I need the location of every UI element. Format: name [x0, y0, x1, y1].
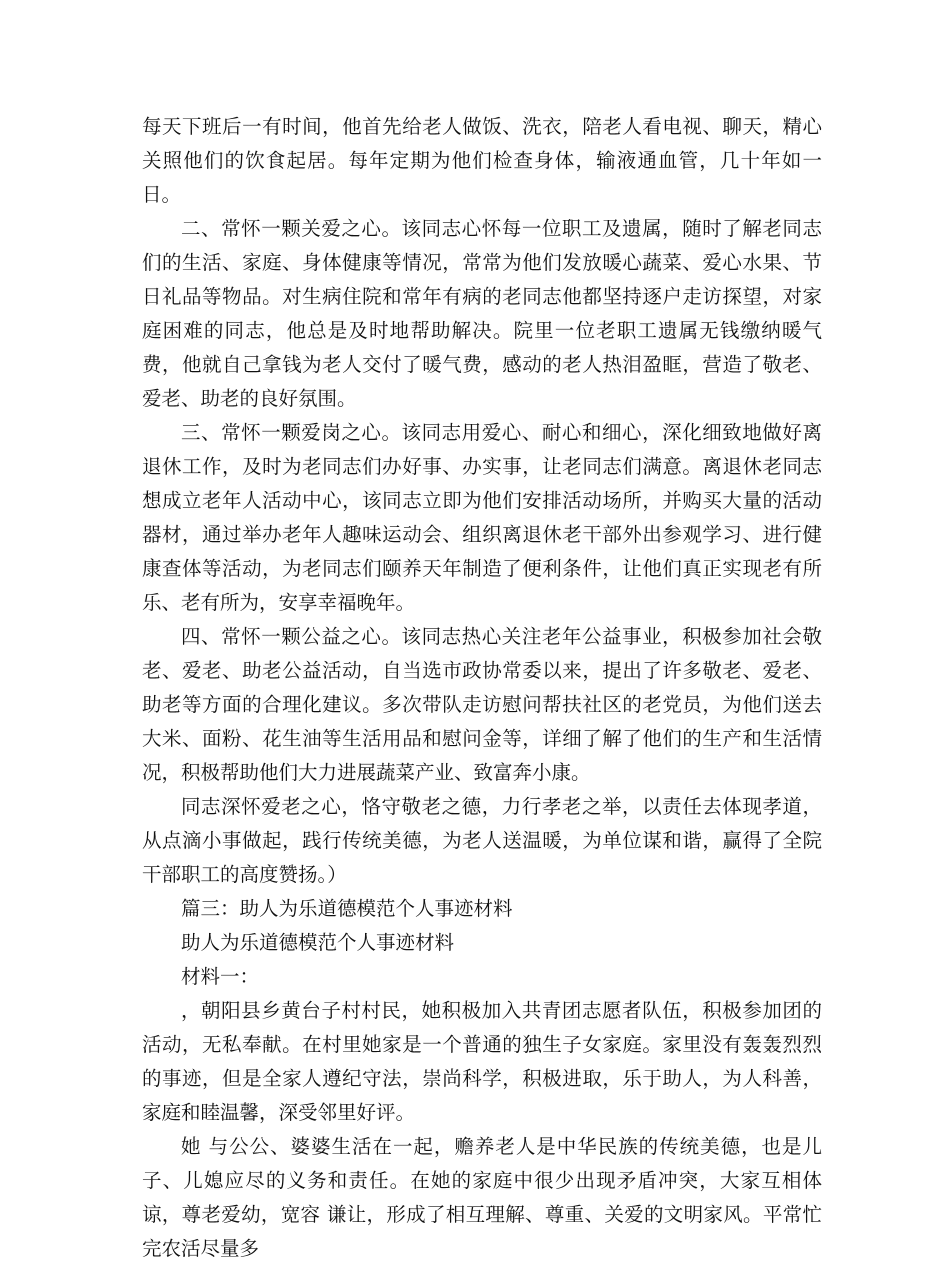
material-label: 材料一：: [181, 965, 260, 988]
paragraph-continuation: 每天下班后一有时间，他首先给老人做饭、洗衣，陪老人看电视、聊天，精心关照他们的饮食起居。每年定期为他们检查身体，输液通血管，几十年如一日。: [142, 115, 822, 206]
paragraph-caring-heart: 二、常怀一颗关爱之心。该同志心怀每一位职工及遗属，随时了解老同志们的生活、家庭、身体健康等情况，常常为他们发放暖心蔬菜、爱心水果、节日礼品等物品。对生病住院和常年有病的老同志他都坚持逐户走访探望，对家庭困难的同志，他总是及时地帮助解决。院里一位老职工遗属无钱缴纳暖气费，他就自己拿钱为老人交付了暖气费，感动的老人热泪盈眶，营造了敬老、爱老、助老的良好氛围。: [142, 217, 822, 410]
section-heading-part-three: 篇三：助人为乐道德模范个人事迹材料: [181, 897, 513, 920]
paragraph-public-welfare: 四、常怀一颗公益之心。该同志热心关注老年公益事业，积极参加社会敬老、爱老、助老公益活动，自当选市政协常委以来，提出了许多敬老、爱老、助老等方面的合理化建议。多次带队走访慰问帮扶社区的老党员，为他们送去大米、面粉、花生油等生活用品和慰问金等，详细了解了他们的生产和生活情况，积极帮助他们大力进展蔬菜产业、致富奔小康。: [142, 625, 822, 784]
document-body: [142, 110, 822, 1266]
paragraph-villager-intro: ，朝阳县乡黄台子村村民，她积极加入共青团志愿者队伍，积极参加团的活动，无私奉献。在村里她家是一个普通的独生子女家庭。家里没有轰轰烈烈的事迹，但是全家人遵纪守法，崇尚科学，积极进取，乐于助人，为人科善，家庭和睦温馨，深受邻里好评。: [142, 999, 822, 1124]
paragraph-job-devotion: 三、常怀一颗爱岗之心。该同志用爱心、耐心和细心，深化细致地做好离退休工作，及时为老同志们办好事、办实事，让老同志们满意。离退休老同志想成立老年人活动中心，该同志立即为他们安排活动场所，并购买大量的活动器材，通过举办老年人趣味运动会、组织离退休老干部外出参观学习、进行健康查体等活动，为老同志们颐养天年制造了便利条件，让他们真正实现老有所乐、老有所为，安享幸福晚年。: [142, 421, 822, 614]
paragraph-family-life: 她 与公公、婆婆生活在一起，赡养老人是中华民族的传统美德，也是儿子、儿媳应尽的义务和责任。在她的家庭中很少出现矛盾冲突，大家互相体谅，尊老爱幼，宽容 谦让，形成了相互理解、尊重、关爱的文明家风。平常忙完农活尽量多: [142, 1135, 822, 1260]
paragraph-summary: 同志深怀爱老之心，恪守敬老之德，力行孝老之举，以责任去体现孝道，从点滴小事做起，践行传统美德，为老人送温暖，为单位谋和谐，赢得了全院干部职工的高度赞扬。）: [142, 795, 822, 886]
document-title: 助人为乐道德模范个人事迹材料: [181, 931, 455, 954]
